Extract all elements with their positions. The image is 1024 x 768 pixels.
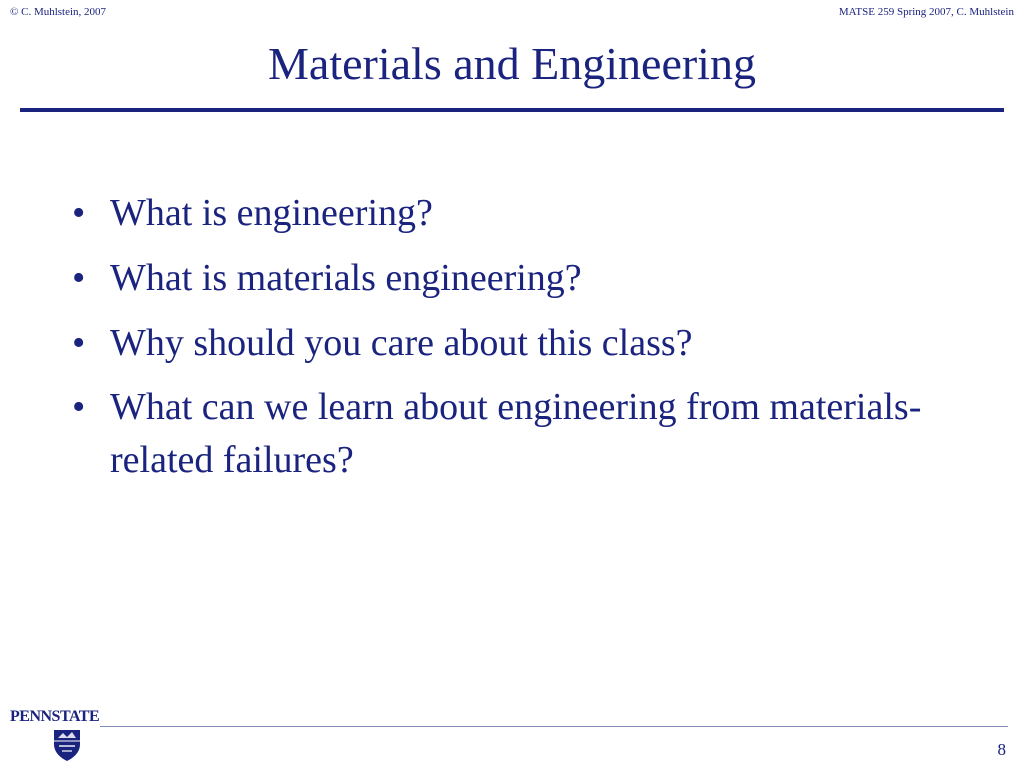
bullet-text: Why should you care about this class? xyxy=(110,322,693,364)
bullet-marker: • xyxy=(72,257,86,299)
header-course-info: MATSE 259 Spring 2007, C. Muhlstein xyxy=(838,6,1014,18)
bullet-list xyxy=(72,186,952,498)
penn-state-shield-icon xyxy=(52,728,82,762)
bullet-text: What can we learn about engineering from materials-related failures? xyxy=(110,386,922,481)
slide-title: Materials and Engineering xyxy=(268,38,756,89)
bullet-item xyxy=(72,251,952,305)
bullet-marker: • xyxy=(72,386,86,428)
footer-divider xyxy=(100,726,1008,727)
bullet-marker: • xyxy=(72,322,86,364)
bullet-marker: • xyxy=(72,192,86,234)
header-copyright: © C. Muhlstein, 2007 xyxy=(10,6,107,18)
page-number: 8 xyxy=(997,740,1006,759)
bullet-item xyxy=(72,316,952,370)
bullet-item xyxy=(72,381,952,487)
logo-wordmark: PENNSTATE xyxy=(10,708,100,725)
bullet-text: What is engineering? xyxy=(110,192,433,234)
title-divider xyxy=(20,108,1004,112)
bullet-text: What is materials engineering? xyxy=(110,257,582,299)
bullet-item xyxy=(72,186,952,240)
penn-state-logo xyxy=(10,708,100,762)
